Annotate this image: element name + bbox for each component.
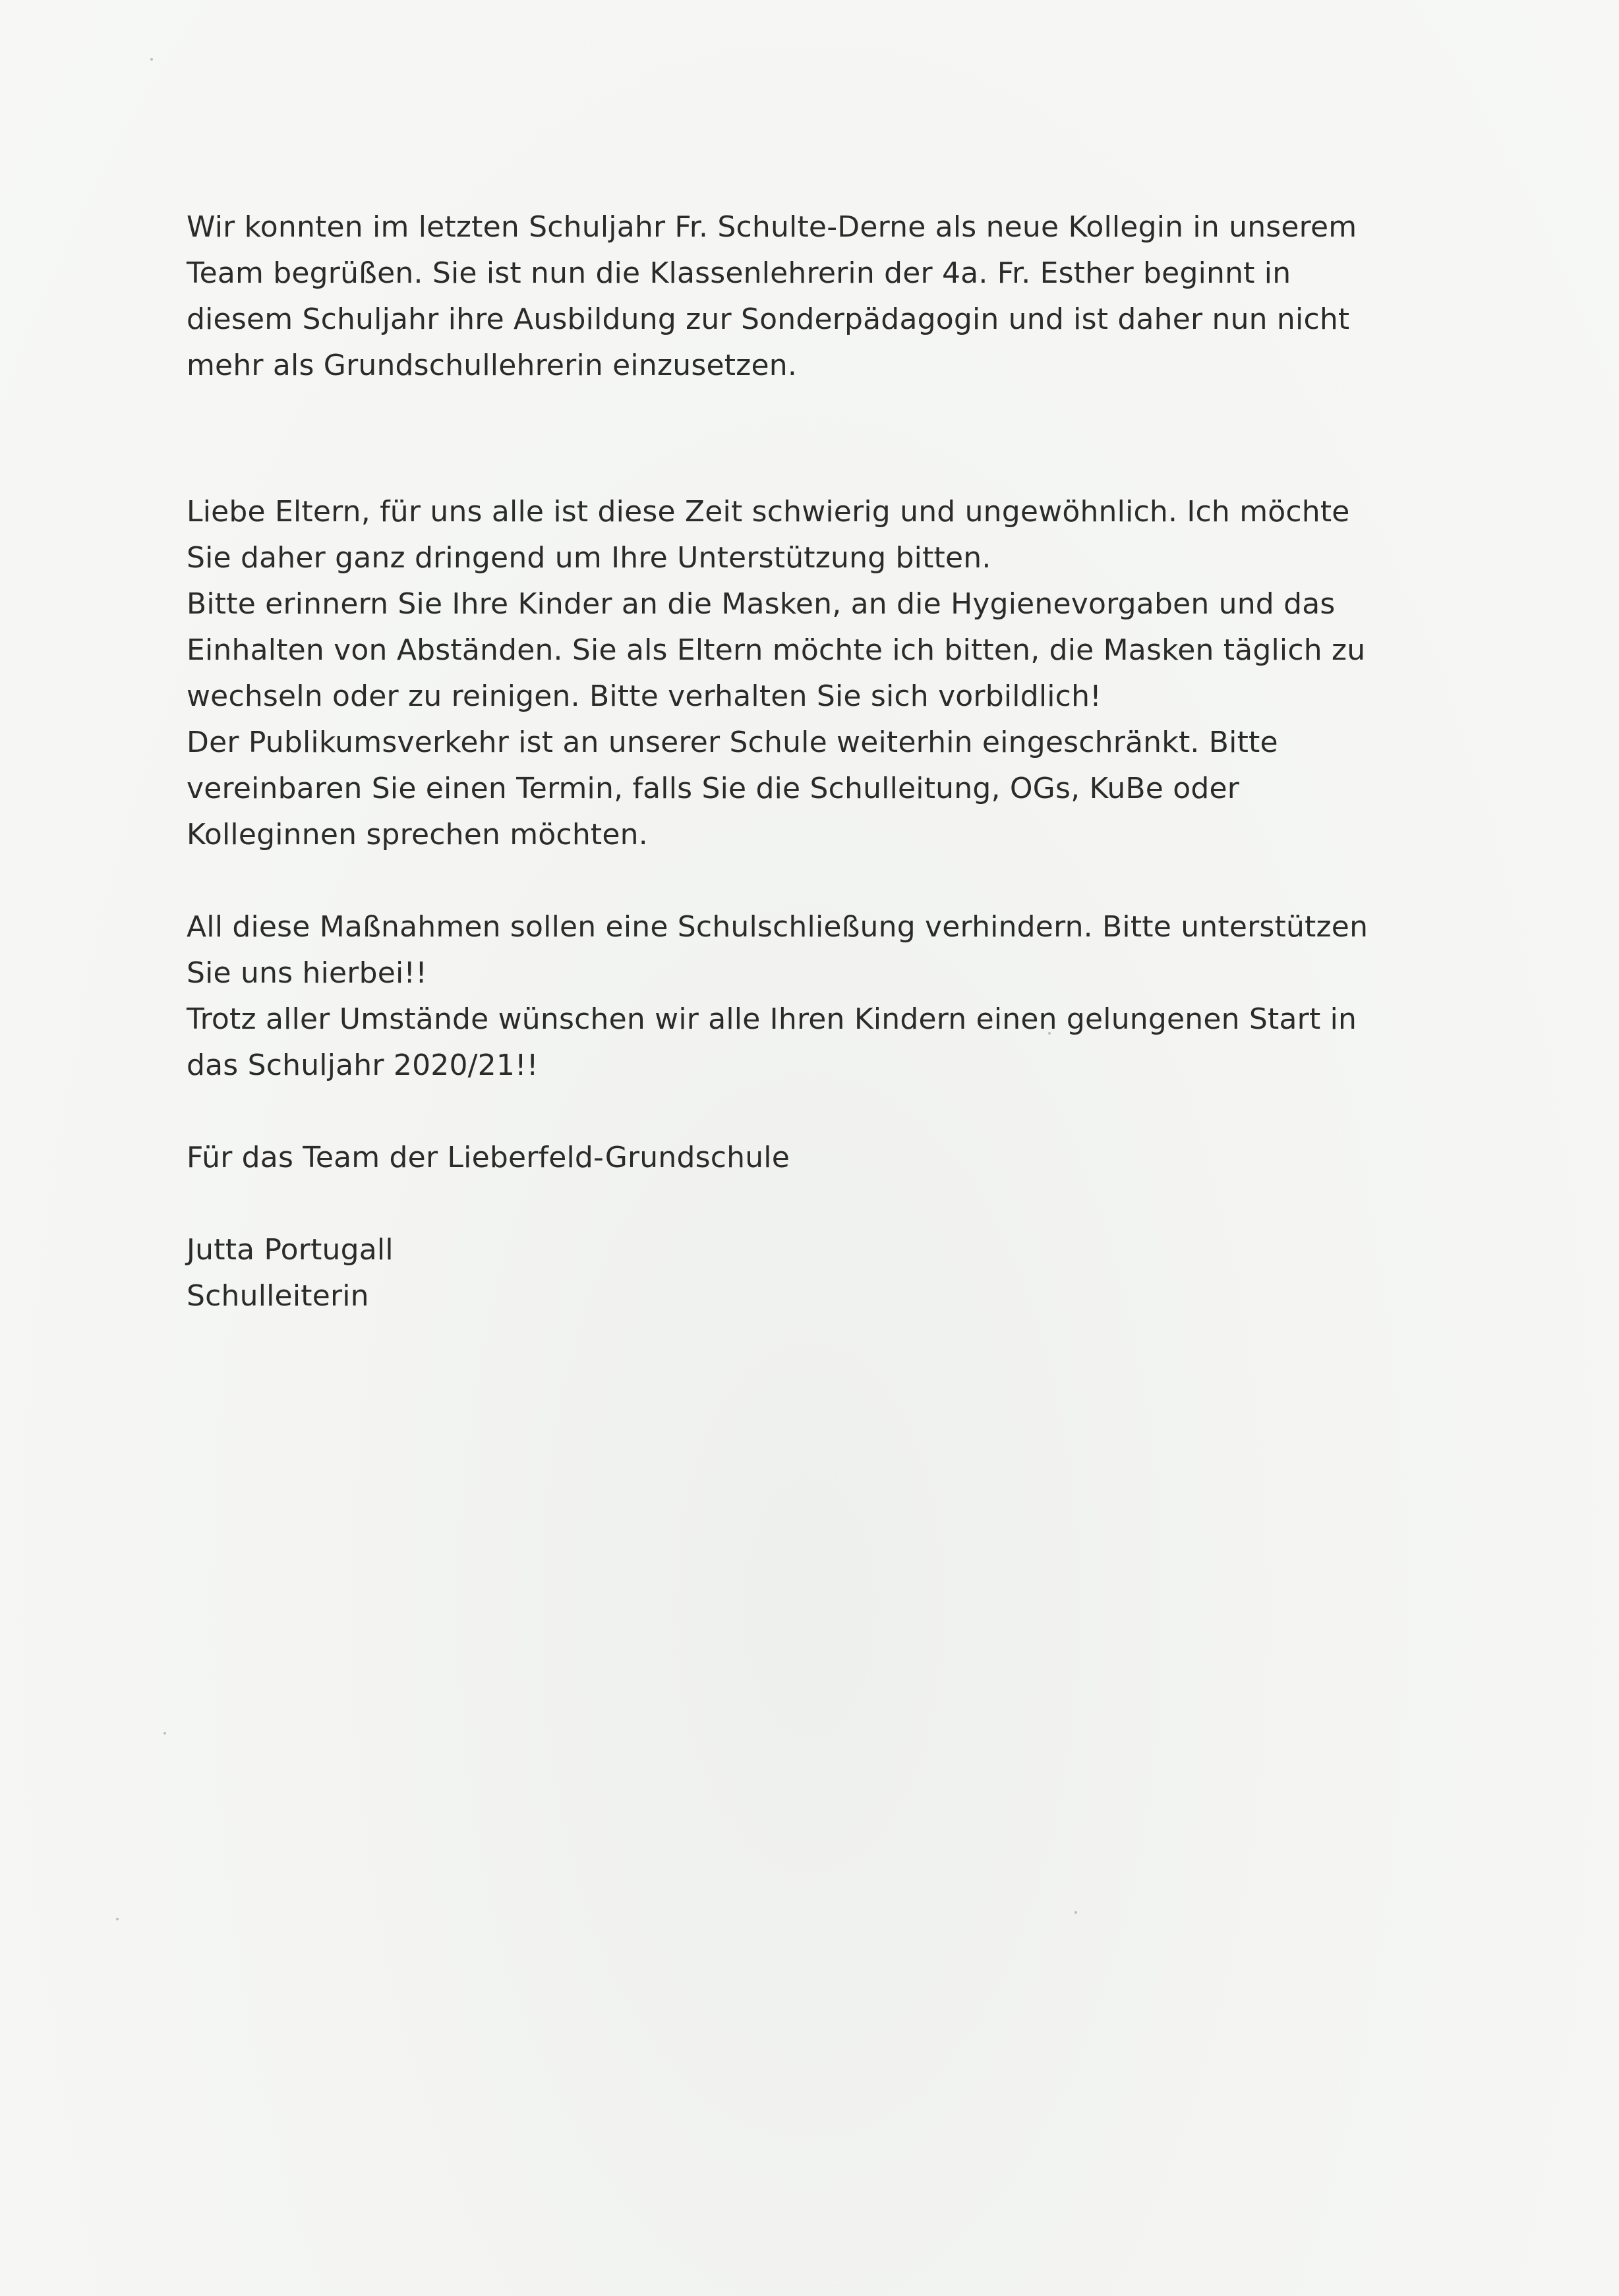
paragraph-staff-changes <box>187 204 1452 389</box>
text-line: Einhalten von Abständen. Sie als Eltern möchte ich bitten, die Masken täglich zu <box>187 633 1366 667</box>
letter-body <box>187 204 1452 1319</box>
scan-speck <box>1074 1911 1077 1914</box>
text-line: Kolleginnen sprechen möchten. <box>187 818 648 851</box>
text-line: mehr als Grundschullehrerin einzusetzen. <box>187 349 798 382</box>
paragraph-gap <box>187 858 1452 904</box>
text-line: Sie uns hierbei!! <box>187 956 428 990</box>
text-line: All diese Maßnahmen sollen eine Schulschließung verhindern. Bitte unterstützen <box>187 910 1369 944</box>
scan-speck <box>116 1918 119 1920</box>
text-line: Bitte erinnern Sie Ihre Kinder an die Masken, an die Hygienevorgaben und das <box>187 587 1336 621</box>
text-line: diesem Schuljahr ihre Ausbildung zur Sonderpädagogin und ist daher nun nicht <box>187 302 1350 336</box>
text-line: wechseln oder zu reinigen. Bitte verhalten Sie sich vorbildlich! <box>187 679 1102 713</box>
closing-line: Für das Team der Lieberfeld-Grundschule <box>187 1141 790 1174</box>
paragraph-gap <box>187 1181 1452 1227</box>
paragraph-measures <box>187 904 1452 1089</box>
text-line: Team begrüßen. Sie ist nun die Klassenlehrerin der 4a. Fr. Esther beginnt in <box>187 256 1291 290</box>
signature-name: Jutta Portugall <box>187 1233 394 1267</box>
signature-block <box>187 1227 1452 1319</box>
text-line: vereinbaren Sie einen Termin, falls Sie die Schulleitung, OGs, KuBe oder <box>187 772 1240 805</box>
text-line: Liebe Eltern, für uns alle ist diese Zeit schwierig und ungewöhnlich. Ich möchte <box>187 495 1350 529</box>
scan-speck <box>163 1732 166 1735</box>
text-line: das Schuljahr 2020/21!! <box>187 1048 539 1082</box>
text-line: Trotz aller Umstände wünschen wir alle Ihren Kindern einen gelungenen Start in <box>187 1002 1357 1036</box>
text-line: Der Publikumsverkehr ist an unserer Schule weiterhin eingeschränkt. Bitte <box>187 726 1278 759</box>
closing <box>187 1135 1452 1181</box>
text-line: Sie daher ganz dringend um Ihre Unterstützung bitten. <box>187 541 991 575</box>
scan-speck <box>150 58 153 61</box>
signature-title: Schulleiterin <box>187 1279 369 1313</box>
text-line: Wir konnten im letzten Schuljahr Fr. Schulte-Derne als neue Kollegin in unserem <box>187 210 1357 244</box>
paragraph-gap <box>187 389 1452 489</box>
paragraph-gap <box>187 1089 1452 1135</box>
paragraph-appeal-to-parents <box>187 489 1452 858</box>
